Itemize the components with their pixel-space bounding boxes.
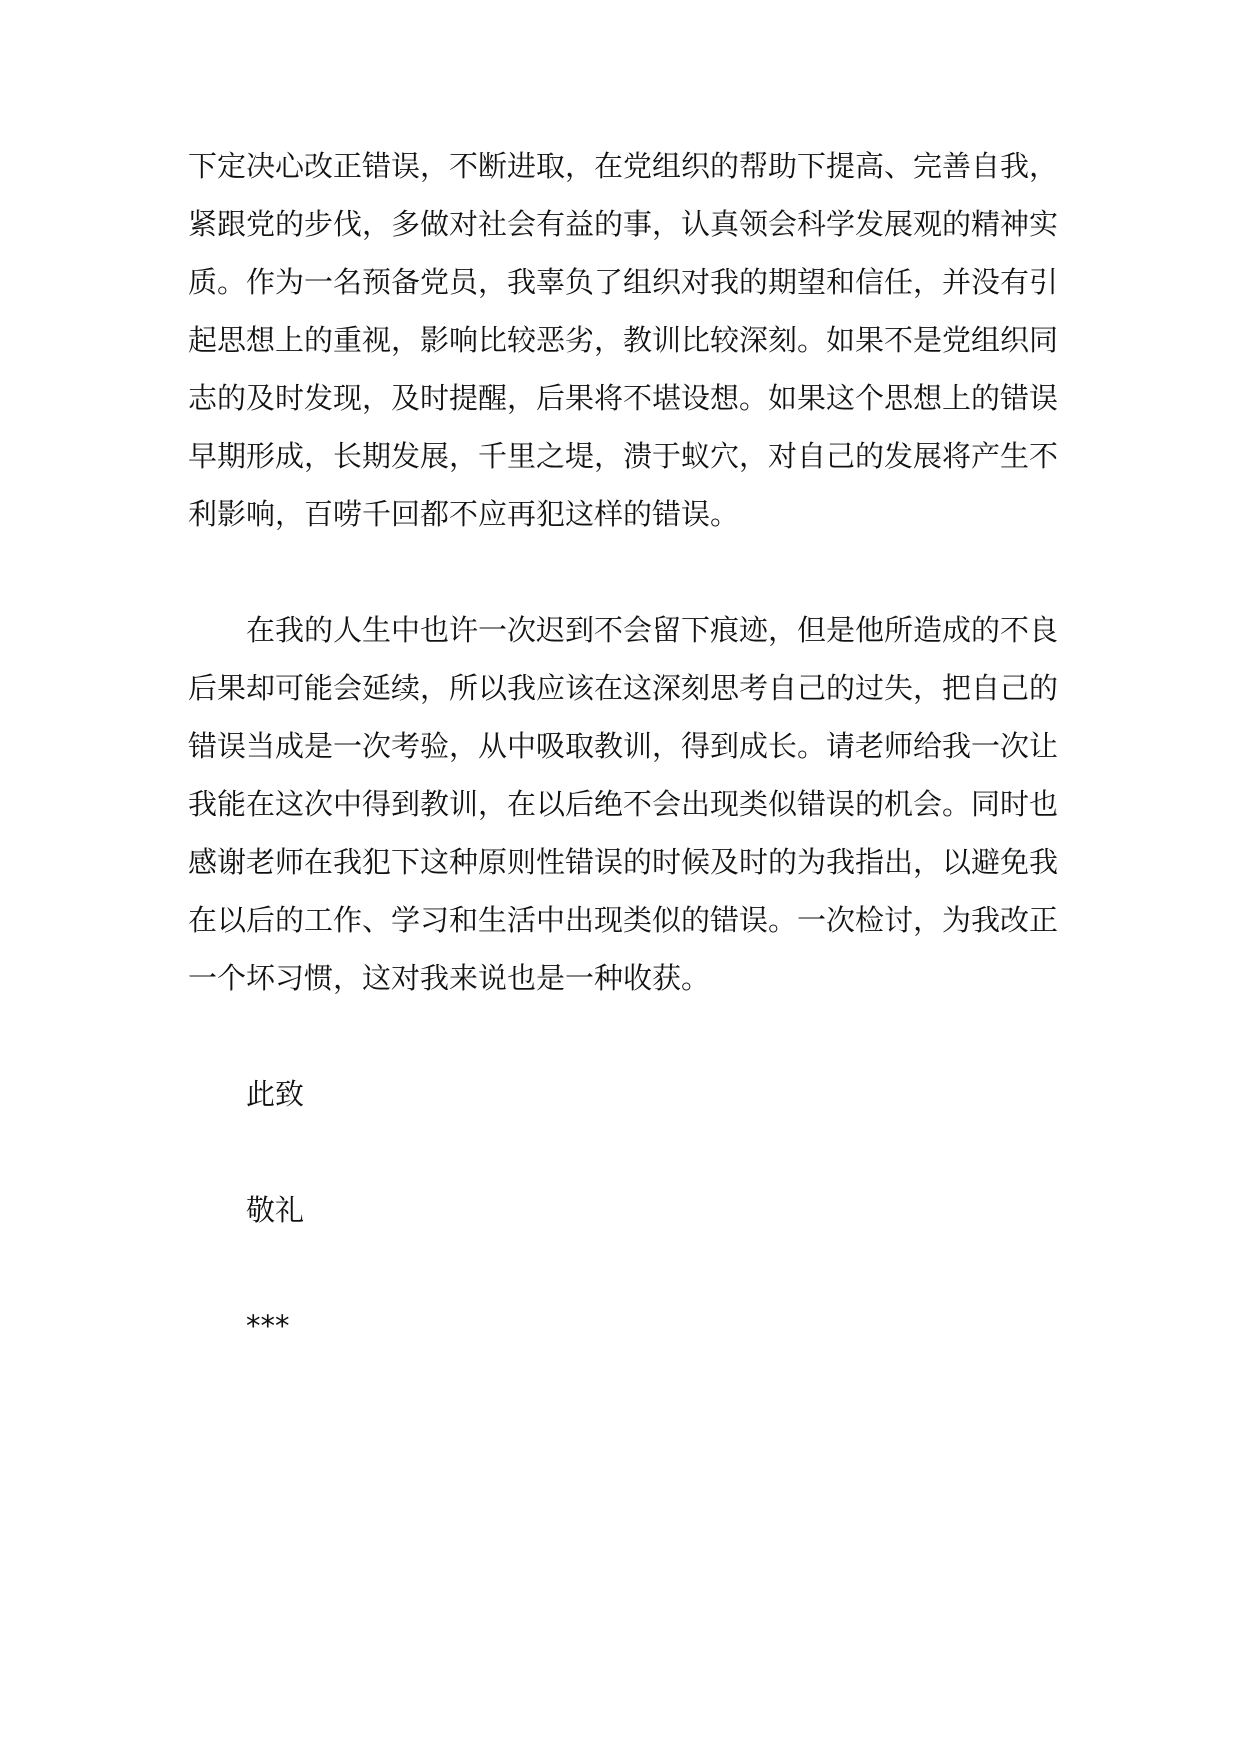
- paragraph-1-line-5: 志的及时发现，及时提醒，后果将不堪设想。如果这个思想上的错误: [188, 381, 1059, 415]
- paragraph-1-line-7: 利影响，百唠千回都不应再犯这样的错误。: [188, 497, 740, 531]
- paragraph-2-line-3: 错误当成是一次考验，从中吸取教训，得到成长。请老师给我一次让: [188, 729, 1059, 763]
- paragraph-1-line-3: 质。作为一名预备党员，我辜负了组织对我的期望和信任，并没有引: [188, 265, 1059, 299]
- paragraph-2-line-1: 在我的人生中也许一次迟到不会留下痕迹，但是他所造成的不良: [246, 613, 1059, 647]
- paragraph-1-line-4: 起思想上的重视，影响比较恶劣，教训比较深刻。如果不是党组织同: [188, 323, 1059, 357]
- signature-text: ***: [246, 1309, 290, 1343]
- paragraph-2-line-5: 感谢老师在我犯下这种原则性错误的时候及时的为我指出，以避免我: [188, 845, 1059, 879]
- paragraph-1-line-1: 下定决心改正错误，不断进取，在党组织的帮助下提高、完善自我，: [188, 149, 1059, 183]
- paragraph-1-line-6: 早期形成，长期发展，千里之堤，溃于蚁穴，对自己的发展将产生不: [188, 439, 1059, 473]
- paragraph-2-line-2: 后果却可能会延续，所以我应该在这深刻思考自己的过失，把自己的: [188, 671, 1059, 705]
- salutation-text: 敬礼: [246, 1193, 305, 1227]
- paragraph-1-line-2: 紧跟党的步伐，多做对社会有益的事，认真领会科学发展观的精神实: [188, 207, 1059, 241]
- paragraph-2-line-4: 我能在这次中得到教训，在以后绝不会出现类似错误的机会。同时也: [188, 787, 1059, 821]
- closing-text: 此致: [246, 1077, 305, 1111]
- paragraph-2-line-7: 一个坏习惯，这对我来说也是一种收获。: [188, 961, 711, 995]
- paragraph-2-line-6: 在以后的工作、学习和生活中出现类似的错误。一次检讨，为我改正: [188, 903, 1059, 937]
